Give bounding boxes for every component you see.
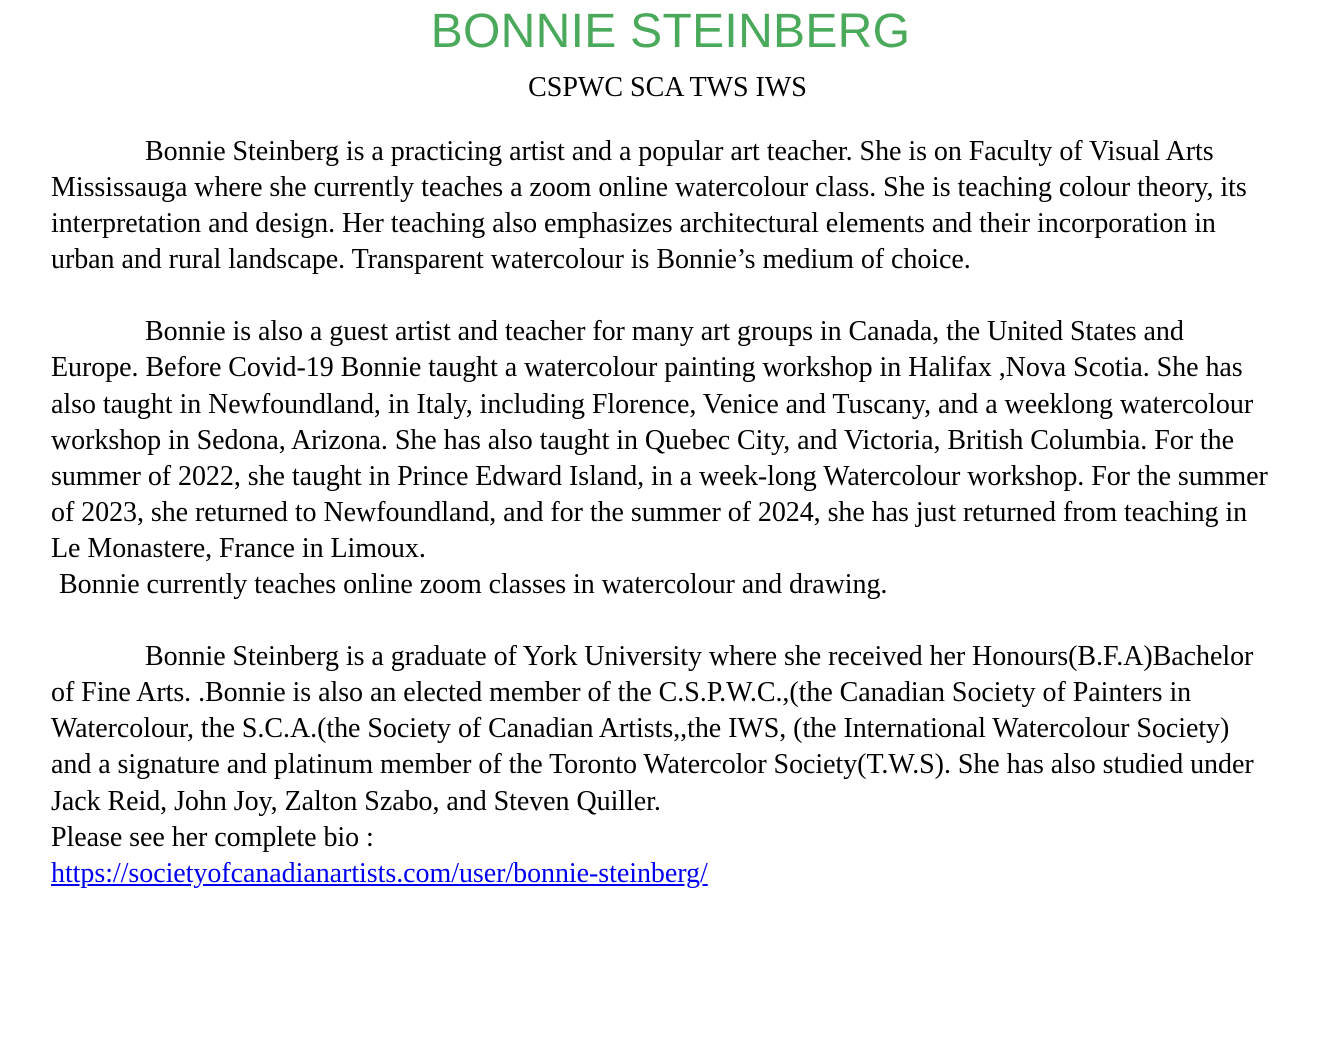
see-bio-label: Please see her complete bio : — [51, 821, 374, 853]
bio-body — [51, 134, 1276, 892]
bio-paragraph-workshops: Bonnie is also a guest artist and teacher for many art groups in Canada, the United States and Europe. Before Covid-19 Bonnie taught a watercolour painting workshop in Halifax ,Nova Scotia. She has also taught in Newfoundland, in Italy, including Florence, Venice and Tuscany, and a weeklong watercolour workshop in Sedona, Arizona. She has also taught in Quebec City, and Victoria, British Columbia. For the summer of 2022, she taught in Prince Edward Island, in a week-long Watercolour workshop. For the summer of 2023, she returned to Newfoundland, and for the summer of 2024, she has just returned from teaching in Le Monastere, France in Limoux. — [51, 316, 1268, 564]
bio-paragraph-education: Bonnie Steinberg is a graduate of York University where she received her Honours(B.F.A)Bachelor of Fine Arts. .Bonnie is also an elected member of the C.S.P.W.C.,(the Canadian Society of Painters in Watercolour, the S.C.A.(the Society of Canadian Artists,,the IWS, (the International Watercolour Society) and a signature and platinum member of the Toronto Watercolor Society(T.W.S). She has also studied under Jack Reid, John Joy, Zalton Szabo, and Steven Quiller. — [51, 641, 1254, 817]
bio-online-note: Bonnie currently teaches online zoom classes in watercolour and drawing. — [59, 569, 888, 601]
bio-page — [51, 0, 1276, 892]
bio-paragraph-teaching: Bonnie Steinberg is a practicing artist and a popular art teacher. She is on Faculty of Visual Arts Mississauga where she currently teaches a zoom online watercolour class. She is teaching colour theory, its interpretation and design. Her teaching also emphasizes architectural elements and their incorporation in urban and rural landscape. Transparent watercolour is Bonnie’s medium of choice. — [51, 136, 1247, 276]
page-title: BONNIE STEINBERG — [430, 5, 911, 58]
bio-link[interactable]: https://societyofcanadianartists.com/user/bonnie-steinberg/ — [51, 857, 708, 889]
page-subtitle: CSPWC SCA TWS IWS — [528, 72, 807, 103]
